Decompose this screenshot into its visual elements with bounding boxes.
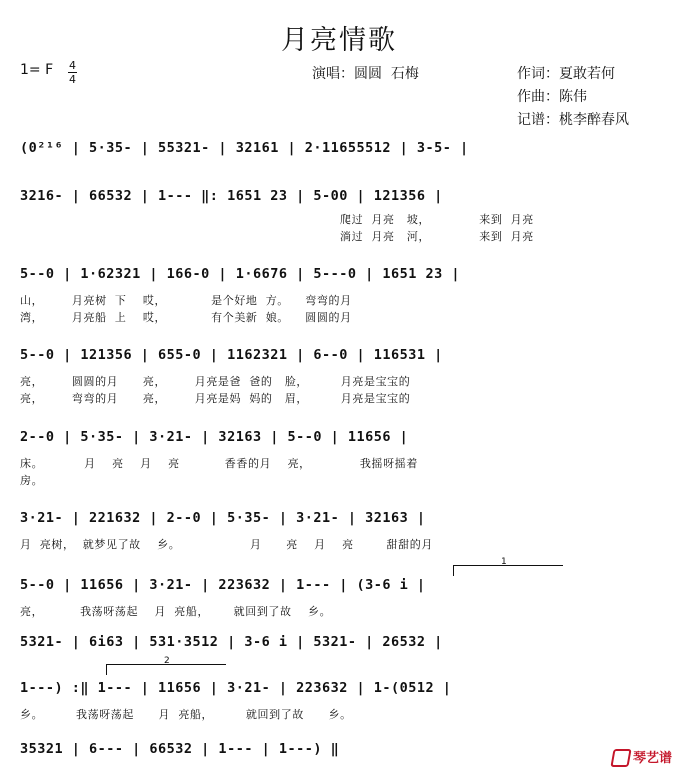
lyrics-row-6: 月 亮树， 就梦见了故 乡。 月 亮 月 亮 甜甜的月 — [20, 538, 433, 551]
score-row-7: 5--0 | 11656 | 3·21- | 223632 | 1--- | (3-6 i | — [20, 577, 426, 593]
score-row-4: 5--0 | 121356 | 655-0 | 1162321 | 6--0 | 116531 | — [20, 347, 443, 363]
score-row-2: 3216- | 66532 | 1--- ‖: 1651 23 | 5-00 | 121356 | — [20, 188, 443, 204]
singers: 演唱：圆圆 石梅 — [312, 66, 419, 82]
volta-bracket-1-end — [453, 565, 454, 576]
score-row-10: 35321 | 6--- | 66532 | 1--- | 1---) ‖ — [20, 741, 340, 757]
composer: 作曲：陈伟 — [517, 89, 587, 105]
score-row-9: 1---) :‖ 1--- | 11656 | 3·21- | 223632 | 1-(0512 | — [20, 680, 452, 696]
lyrics-row-7: 亮， 我荡呀荡起 月 亮船， 就回到了故 乡。 — [20, 605, 332, 618]
lyrics-row-9: 乡。 我荡呀荡起 月 亮船， 就回到了故 乡。 — [20, 708, 352, 721]
watermark-logo — [612, 747, 672, 768]
song-title: 月亮情歌 — [281, 25, 397, 56]
logo-text: 琴艺谱 — [632, 750, 672, 766]
score-row-8: 5321- | 6i63 | 531·3512 | 3-6 i | 5321- | 26532 | — [20, 634, 443, 650]
key-signature: 1= F — [20, 62, 54, 78]
score-row-3: 5--0 | 1·62321 | 166-0 | 1·6676 | 5---0 | 1651 23 | — [20, 266, 461, 282]
volta-bracket-2: 2 — [106, 664, 226, 665]
time-signature-bottom: 4 — [69, 73, 76, 86]
lyrics-row-3-verse-1: 山， 月亮树 下 哎， 是个好地 方。 弯弯的月 — [20, 294, 352, 307]
score-row-5: 2--0 | 5·35- | 3·21- | 32163 | 5--0 | 11656 | — [20, 429, 409, 445]
lyrics-row-5-verse-2: 房。 — [20, 474, 44, 487]
score-row-6: 3·21- | 221632 | 2--0 | 5·35- | 3·21- | 32163 | — [20, 510, 426, 526]
volta-bracket-2-end — [106, 664, 107, 675]
transcriber: 记谱：桃李醉春风 — [517, 112, 629, 128]
score-row-1: (0²¹⁶ | 5·35- | 55321- | 32161 | 2·11655512 | 3-5- | — [20, 140, 469, 156]
lyrics-row-5-verse-1: 床。 月 亮 月 亮 香香的月 亮， 我摇呀摇着 — [20, 457, 418, 470]
lyrics-row-2-verse-2: 淌过 月亮 河， 来到 月亮 — [340, 230, 534, 243]
time-signature — [68, 60, 77, 85]
volta-bracket-1: 1 — [453, 565, 563, 566]
logo-icon — [610, 749, 631, 767]
lyrics-row-3-verse-2: 湾， 月亮船 上 哎， 有个美新 娘。 圆圆的月 — [20, 311, 352, 324]
lyrics-row-2-verse-1: 爬过 月亮 坡， 来到 月亮 — [340, 213, 534, 226]
time-signature-top: 4 — [69, 59, 76, 72]
lyricist: 作词：夏敢若何 — [517, 66, 615, 82]
lyrics-row-4-verse-2: 亮， 弯弯的月 亮， 月亮是妈 妈的 眉， 月亮是宝宝的 — [20, 392, 411, 405]
lyrics-row-4-verse-1: 亮， 圆圆的月 亮， 月亮是爸 爸的 脸， 月亮是宝宝的 — [20, 375, 411, 388]
